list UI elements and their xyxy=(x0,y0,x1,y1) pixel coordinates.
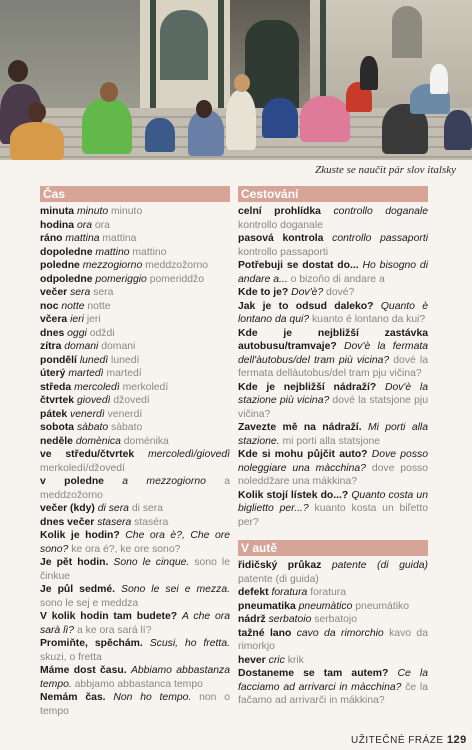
czech-phrase: pasová kontrola xyxy=(238,233,324,244)
phrase-entry xyxy=(40,637,230,664)
italian-phrase: cric xyxy=(268,654,285,666)
pronunciation: notte xyxy=(87,300,111,312)
italian-phrase: Dov'è la fermata dell'àutobus/del tram più vicina? xyxy=(238,341,429,366)
italian-phrase: lunedì xyxy=(79,354,109,366)
pronunciation: abbjamo abbastanca tempo xyxy=(74,678,203,690)
czech-phrase: nádrž xyxy=(238,614,266,625)
page-footer xyxy=(351,734,467,746)
italian-phrase: domènica xyxy=(75,435,121,447)
czech-phrase: Je pět hodin. xyxy=(40,557,109,568)
italian-phrase: cavo da rimorchio xyxy=(296,627,384,639)
czech-phrase: dnes večer xyxy=(40,516,95,528)
italian-phrase: domani xyxy=(64,341,99,352)
czech-phrase: večer xyxy=(40,287,68,298)
phrase-entry xyxy=(40,232,230,246)
phrase-entry xyxy=(238,421,428,448)
phrase-entry xyxy=(238,627,428,654)
italian-phrase: mercoledì/giovedì xyxy=(148,449,231,460)
czech-phrase: odpoledne xyxy=(40,273,93,285)
phrase-entry xyxy=(40,205,230,219)
czech-phrase: ráno xyxy=(40,233,63,244)
pronunciation: jeri xyxy=(86,314,101,325)
pronunciation: če la fačamo ad arrivarči in mákkina? xyxy=(238,681,429,706)
phrase-entry xyxy=(40,610,230,637)
italian-phrase: pneumàtico xyxy=(298,600,353,612)
pronunciation: merkoledí/džovedí xyxy=(40,462,125,474)
pronunciation: pneumátiko xyxy=(355,600,409,612)
italian-phrase: stasera xyxy=(97,516,132,528)
pronunciation: krik xyxy=(287,654,304,666)
pronunciation: kuanto kosta un biľetto per? xyxy=(238,503,428,528)
phrase-entry xyxy=(40,435,230,449)
italian-phrase: ora xyxy=(76,219,92,231)
street-photo xyxy=(0,0,472,160)
czech-phrase: čtvrtek xyxy=(40,395,75,406)
czech-phrase: večer (kdy) xyxy=(40,503,95,514)
person-shape xyxy=(300,96,350,142)
phrase-entry xyxy=(238,259,428,286)
czech-phrase: Je půl sedmé. xyxy=(40,584,115,595)
pronunciation: a ke ora sará lí? xyxy=(76,624,152,636)
italian-phrase: a mezzogiorno xyxy=(122,476,206,487)
pronunciation: o bizoňo di andare a xyxy=(290,273,385,285)
person-shape xyxy=(145,118,175,152)
pronunciation: serbatojo xyxy=(314,614,357,625)
phrase-entry xyxy=(238,327,428,381)
pronunciation: lunedí xyxy=(111,354,140,366)
italian-phrase: Sono le cinque. xyxy=(113,557,190,568)
czech-phrase: V kolik hodin tam budete? xyxy=(40,611,178,622)
section-heading-time: Čas xyxy=(40,186,230,202)
italian-phrase: Non ho tempo. xyxy=(113,692,192,703)
italian-phrase: Dov'è la stazione più vicina? xyxy=(238,381,428,406)
pronunciation: martedí xyxy=(106,368,142,379)
phrase-entry xyxy=(40,475,230,502)
phrase-entry xyxy=(238,232,428,259)
phrase-entry xyxy=(238,286,428,300)
czech-phrase: Kde si mohu půjčit auto? xyxy=(238,449,368,460)
phrase-entry xyxy=(238,613,428,627)
phrase-entry xyxy=(238,448,428,489)
phrase-entry xyxy=(40,664,230,691)
column-left xyxy=(40,186,230,718)
pronunciation: mattino xyxy=(132,246,167,258)
pronunciation: merkoledí xyxy=(122,381,169,393)
window-arch xyxy=(392,6,422,58)
italian-phrase: controllo doganale xyxy=(333,206,429,217)
czech-phrase: defekt xyxy=(238,587,269,598)
italian-phrase: mercoledì xyxy=(74,381,120,393)
section-heading-travel: Cestování xyxy=(238,186,428,202)
pronunciation: odždi xyxy=(89,327,115,339)
pronunciation: staséra xyxy=(134,516,169,528)
pronunciation: venerdí xyxy=(107,408,143,420)
phrase-entry xyxy=(40,448,230,475)
phrase-entry xyxy=(40,394,230,408)
phrase-list-time xyxy=(40,205,230,718)
pronunciation: a meddzožorno xyxy=(40,476,231,501)
italian-phrase: notte xyxy=(61,300,85,312)
pronunciation: kontrollo doganale xyxy=(238,219,323,231)
czech-phrase: minuta xyxy=(40,206,75,217)
pronunciation: minuto xyxy=(111,206,143,217)
italian-phrase: sera xyxy=(70,287,91,298)
phrase-entry xyxy=(40,583,230,610)
italian-phrase: minuto xyxy=(76,206,109,217)
italian-phrase: mezzogiorno xyxy=(82,260,143,271)
window-arch xyxy=(160,10,208,80)
phrase-entry xyxy=(238,205,428,232)
pronunciation: sono le sej e meddza xyxy=(40,597,139,609)
phrase-entry xyxy=(238,300,428,327)
person-head xyxy=(8,60,28,82)
section-heading-car: V autě xyxy=(238,540,428,556)
phrase-entry xyxy=(40,286,230,300)
person-shape xyxy=(10,122,64,160)
person-shape xyxy=(360,56,378,90)
czech-phrase: pátek xyxy=(40,408,68,420)
italian-phrase: mattino xyxy=(95,246,130,258)
italian-phrase: di sera xyxy=(97,503,129,514)
czech-phrase: celní prohlídka xyxy=(238,206,321,217)
italian-phrase: Sono le sei e mezza. xyxy=(121,584,230,595)
italian-phrase: A che ora sarà lì? xyxy=(40,611,230,636)
person-shape xyxy=(226,90,256,150)
pronunciation: pomeriddžo xyxy=(149,273,205,285)
czech-phrase: dopoledne xyxy=(40,246,93,258)
column-right xyxy=(238,186,428,708)
czech-phrase: Zavezte mě na nádraží. xyxy=(238,422,362,433)
phrase-entry xyxy=(40,367,230,381)
phrase-entry xyxy=(40,246,230,260)
pronunciation: patente (di guida) xyxy=(238,573,319,585)
italian-phrase: Ho bisogno di andare a... xyxy=(238,260,428,285)
italian-phrase: Che ora è?, Che ore sono? xyxy=(40,530,230,555)
phrase-entry xyxy=(238,559,428,586)
pronunciation: kontrollo passaporti xyxy=(238,246,329,258)
pronunciation: džovedí xyxy=(113,395,150,406)
italian-phrase: serbatoio xyxy=(268,614,312,625)
italian-phrase: oggi xyxy=(67,327,87,339)
phrase-entry xyxy=(238,586,428,600)
phrase-entry xyxy=(238,489,428,530)
czech-phrase: úterý xyxy=(40,368,66,379)
phrase-entry xyxy=(40,502,230,516)
czech-phrase: včera xyxy=(40,314,68,325)
page-number: 129 xyxy=(446,734,467,746)
czech-phrase: Kolik je hodin? xyxy=(40,530,120,541)
czech-phrase: Kolik stojí lístek do...? xyxy=(238,489,349,501)
phrase-entry xyxy=(238,654,428,668)
czech-phrase: hever xyxy=(238,654,266,666)
person-shape xyxy=(430,64,448,94)
door-arch xyxy=(245,20,299,108)
czech-phrase: pneumatika xyxy=(238,600,296,612)
phrase-entry xyxy=(40,340,230,354)
facade-stripe xyxy=(218,0,224,108)
czech-phrase: poledne xyxy=(40,260,80,271)
czech-phrase: Nemám čas. xyxy=(40,692,106,703)
italian-phrase: sàbato xyxy=(76,422,109,433)
person-head xyxy=(196,100,212,118)
czech-phrase: Dostaneme se tam autem? xyxy=(238,668,389,679)
czech-phrase: neděle xyxy=(40,435,73,447)
czech-phrase: sobota xyxy=(40,422,75,433)
pronunciation: foratura xyxy=(310,587,347,598)
italian-phrase: patente (di guida) xyxy=(331,560,428,571)
phrase-entry xyxy=(40,300,230,314)
czech-phrase: zítra xyxy=(40,341,62,352)
pronunciation: dové la fermata dellàutobus/del tram pju vičina? xyxy=(238,354,428,379)
pronunciation: dové? xyxy=(326,287,355,298)
phrase-entry xyxy=(40,421,230,435)
facade-stripe xyxy=(150,0,156,108)
pronunciation: meddzožorno xyxy=(145,260,209,271)
phrase-entry xyxy=(238,600,428,614)
pronunciation: mi porti alla statsjone xyxy=(282,435,381,447)
pronunciation: doménika xyxy=(123,435,169,447)
person-shape xyxy=(444,110,472,150)
pronunciation: skuzi, o fretta xyxy=(40,651,102,663)
italian-phrase: martedì xyxy=(68,368,104,379)
czech-phrase: Jak je to odsud daleko? xyxy=(238,300,374,312)
czech-phrase: noc xyxy=(40,300,59,312)
phrase-entry xyxy=(40,327,230,341)
italian-phrase: Mi porti alla stazione. xyxy=(238,422,428,447)
phrase-entry xyxy=(40,273,230,287)
italian-phrase: venerdì xyxy=(70,408,105,420)
person-head xyxy=(28,102,46,122)
czech-phrase: pondělí xyxy=(40,354,77,366)
czech-phrase: středa xyxy=(40,381,72,393)
phrase-list-travel xyxy=(238,205,428,529)
czech-phrase: Potřebuji se dostat do... xyxy=(238,260,359,271)
czech-phrase: Máme dost času. xyxy=(40,665,127,676)
pronunciation: sono le činkue xyxy=(40,557,230,582)
italian-phrase: Quanto costa un biglietto per...? xyxy=(238,489,428,514)
phrase-entry xyxy=(40,259,230,273)
italian-phrase: pomeriggio xyxy=(95,273,147,285)
photo-caption: Zkuste se naučit pár slov italsky xyxy=(315,164,456,176)
italian-phrase: ieri xyxy=(70,314,84,325)
facade-stripe xyxy=(320,0,326,108)
italian-phrase: Ce la facciamo ad arrivarci in màcchina? xyxy=(238,668,428,693)
italian-phrase: giovedì xyxy=(76,395,111,406)
pronunciation: domani xyxy=(101,341,136,352)
pronunciation: mattina xyxy=(102,233,137,244)
czech-phrase: ve středu/čtvrtek xyxy=(40,449,135,460)
czech-phrase: dnes xyxy=(40,327,65,339)
pronunciation: ke ora é?, ke ore sono? xyxy=(71,543,181,555)
italian-phrase: mattina xyxy=(65,233,100,244)
phrase-entry xyxy=(40,313,230,327)
italian-phrase: foratura xyxy=(271,587,308,598)
czech-phrase: řidičský průkaz xyxy=(238,560,322,571)
pronunciation: non o tempo xyxy=(40,692,230,717)
phrase-entry xyxy=(40,529,230,556)
phrase-entry xyxy=(40,556,230,583)
phrase-entry xyxy=(40,408,230,422)
pronunciation: sàbato xyxy=(111,422,143,433)
phrase-entry xyxy=(238,667,428,708)
czech-phrase: v poledne xyxy=(40,476,104,487)
pronunciation: dove posso noleddžare una mákkina? xyxy=(238,462,428,487)
italian-phrase: Quanto è lontano da qui? xyxy=(238,300,429,325)
phrase-entry xyxy=(40,219,230,233)
italian-phrase: Abbiamo abbastanza tempo. xyxy=(40,665,230,690)
person-shape xyxy=(262,98,298,138)
footer-label: UŽITEČNÉ FRÁZE xyxy=(351,735,444,746)
person-head xyxy=(100,82,118,102)
person-shape xyxy=(82,98,132,154)
italian-phrase: Dove posso noleggiare una màcchina? xyxy=(238,449,429,474)
czech-phrase: Kde to je? xyxy=(238,287,289,298)
phrase-entry xyxy=(40,354,230,368)
czech-phrase: Kde je nejbližší nádraží? xyxy=(238,381,377,393)
czech-phrase: hodina xyxy=(40,219,75,231)
czech-phrase: Promiňte, spěchám. xyxy=(40,638,143,649)
italian-phrase: Scusi, ho fretta. xyxy=(149,638,230,649)
phrase-entry xyxy=(40,516,230,530)
pronunciation: di sera xyxy=(131,503,164,514)
person-head xyxy=(234,74,250,92)
italian-phrase: Dov'è? xyxy=(291,287,324,298)
phrase-entry xyxy=(40,691,230,718)
phrase-entry xyxy=(40,381,230,395)
italian-phrase: controllo passaporti xyxy=(332,233,429,244)
phrase-list-car xyxy=(238,559,428,708)
czech-phrase: tažné lano xyxy=(238,627,292,639)
pronunciation: kavo da rimorkjo xyxy=(238,627,428,652)
pronunciation: ora xyxy=(94,219,110,231)
czech-phrase: Kde je nejbližší zastávka autobusu/tramvaje? xyxy=(238,327,428,352)
pronunciation: kuanto é lontano da kui? xyxy=(311,314,426,325)
phrase-entry xyxy=(238,381,428,422)
pronunciation: sera xyxy=(93,287,114,298)
pronunciation: dové la statsjone pju vičina? xyxy=(238,395,428,420)
